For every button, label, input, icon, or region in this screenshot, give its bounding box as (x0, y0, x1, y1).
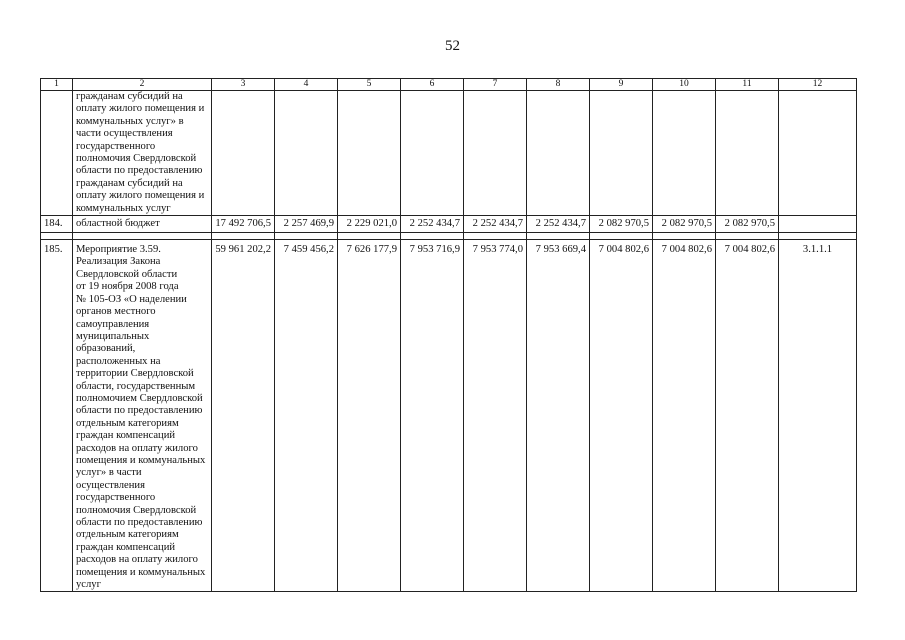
row-value: 7 459 456,2 (275, 240, 338, 592)
row-value (338, 91, 401, 216)
row-number: 185. (41, 240, 73, 592)
row-value: 7 626 177,9 (338, 240, 401, 592)
row-name: гражданам субсидий на оплату жилого помещения и коммунальных услуг» в части осуществления государственного полномочия Свердловской области по предоставлению гражданам субсидий на оплату жилого помещения и коммунальных услуг (73, 91, 212, 216)
column-header: 4 (275, 79, 338, 91)
row-number: 184. (41, 216, 73, 233)
row-name: областной бюджет (73, 216, 212, 233)
row-value: 2 252 434,7 (464, 216, 527, 233)
row-value: 7 004 802,6 (716, 240, 779, 592)
table-row (41, 91, 857, 216)
row-code (779, 91, 857, 216)
column-header: 8 (527, 79, 590, 91)
column-header: 5 (338, 79, 401, 91)
table-row (41, 240, 857, 592)
row-value (275, 91, 338, 216)
row-value: 2 257 469,9 (275, 216, 338, 233)
column-header: 1 (41, 79, 73, 91)
row-value: 2 082 970,5 (716, 216, 779, 233)
row-value (716, 91, 779, 216)
column-header: 12 (779, 79, 857, 91)
row-value (527, 91, 590, 216)
row-value: 2 229 021,0 (338, 216, 401, 233)
column-header: 11 (716, 79, 779, 91)
row-value: 7 953 716,9 (401, 240, 464, 592)
column-header: 9 (590, 79, 653, 91)
row-value: 2 082 970,5 (590, 216, 653, 233)
table-row (41, 216, 857, 233)
row-code: 3.1.1.1 (779, 240, 857, 592)
column-header: 3 (212, 79, 275, 91)
row-value (401, 91, 464, 216)
row-value: 2 082 970,5 (653, 216, 716, 233)
row-value: 17 492 706,5 (212, 216, 275, 233)
row-number (41, 91, 73, 216)
row-separator (41, 233, 857, 240)
column-header: 6 (401, 79, 464, 91)
row-value: 7 953 774,0 (464, 240, 527, 592)
row-value (212, 91, 275, 216)
row-value: 2 252 434,7 (401, 216, 464, 233)
budget-table (40, 78, 857, 592)
column-header: 10 (653, 79, 716, 91)
column-header: 2 (73, 79, 212, 91)
row-value (464, 91, 527, 216)
row-value (590, 91, 653, 216)
row-value: 7 004 802,6 (590, 240, 653, 592)
row-code (779, 216, 857, 233)
column-header-row (41, 79, 857, 91)
row-value: 7 953 669,4 (527, 240, 590, 592)
row-value: 2 252 434,7 (527, 216, 590, 233)
page-number: 52 (445, 38, 460, 54)
column-header: 7 (464, 79, 527, 91)
row-value: 59 961 202,2 (212, 240, 275, 592)
row-value (653, 91, 716, 216)
row-value: 7 004 802,6 (653, 240, 716, 592)
row-name: Мероприятие 3.59. Реализация Закона Свердловской области от 19 ноября 2008 года № 105-ОЗ «О наделении органов местного самоуправления муниципальных образований, расположенных на территории Свердловской области, государственным полномочием Свердловской области по предоставлению отдельным категориям граждан компенсаций расходов на оплату жилого помещения и коммунальных услуг» в части осуществления государственного полномочия Свердловской области по предоставлению отдельным категориям граждан компенсаций расходов на оплату жилого помещения и коммунальных услуг (73, 240, 212, 592)
